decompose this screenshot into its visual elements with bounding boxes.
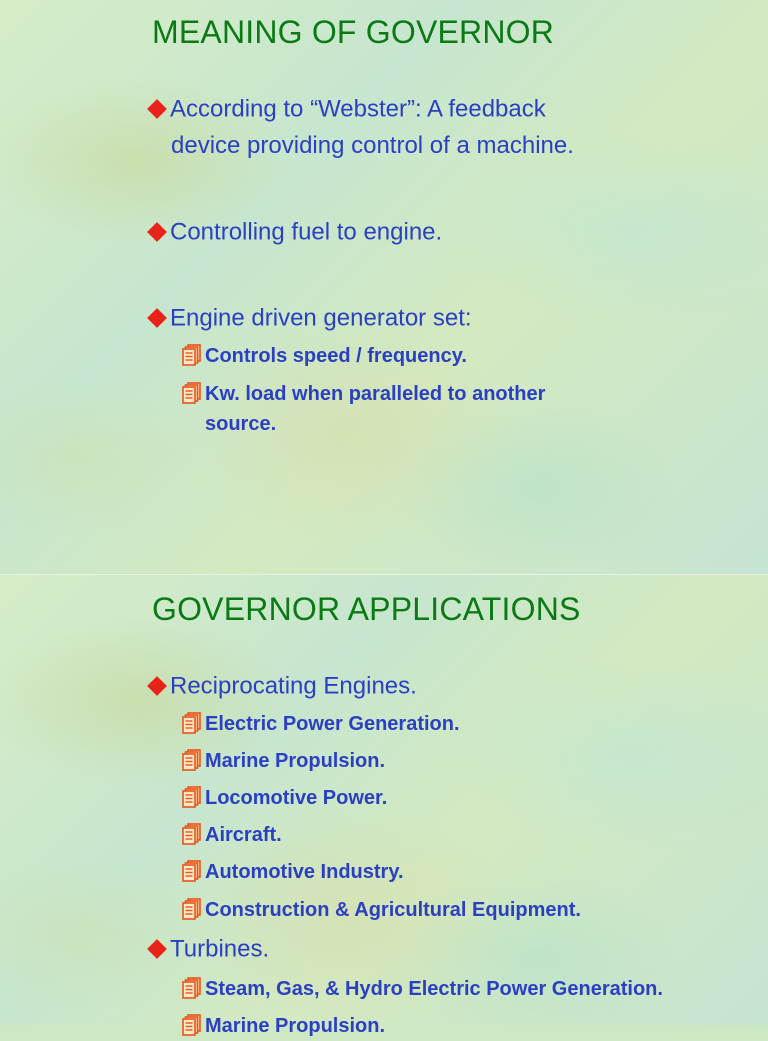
sub-bullet-item: Controls speed / frequency. xyxy=(182,341,467,371)
sub-bullet-item: Locomotive Power. xyxy=(182,783,387,813)
bullet-item: Reciprocating Engines. xyxy=(146,668,417,705)
sub-bullet-item: Marine Propulsion. xyxy=(182,746,385,776)
book-icon xyxy=(182,382,202,404)
sub-bullet-item: Automotive Industry. xyxy=(182,857,404,887)
book-icon xyxy=(182,749,202,771)
book-icon xyxy=(182,898,202,920)
slide-title: MEANING OF GOVERNOR xyxy=(152,14,555,50)
diamond-icon xyxy=(147,939,167,959)
book-icon xyxy=(182,344,202,366)
sub-bullet-item: Aircraft. xyxy=(182,820,282,850)
book-icon xyxy=(182,977,202,999)
bullet-item: Controlling fuel to engine. xyxy=(146,214,442,251)
sub-bullet-item: Steam, Gas, & Hydro Electric Power Generation. xyxy=(182,974,663,1004)
book-icon xyxy=(182,786,202,808)
diamond-icon xyxy=(147,222,167,242)
bullet-item: Engine driven generator set: xyxy=(146,300,472,337)
diamond-icon xyxy=(147,308,167,328)
diamond-icon xyxy=(147,99,167,119)
book-icon xyxy=(182,712,202,734)
diamond-icon xyxy=(147,676,167,696)
book-icon xyxy=(182,823,202,845)
sub-bullet-item: Electric Power Generation. xyxy=(182,709,460,739)
slide-governor-applications xyxy=(0,574,768,1037)
sub-bullet-item: Marine Propulsion. xyxy=(182,1011,385,1041)
bullet-item: Turbines. xyxy=(146,931,269,968)
book-icon xyxy=(182,860,202,882)
bullet-item: According to “Webster”: A feedback device providing control of a machine. xyxy=(146,91,574,164)
book-icon xyxy=(182,1014,202,1036)
sub-bullet-item: Construction & Agricultural Equipment. xyxy=(182,895,581,925)
slide-title: GOVERNOR APPLICATIONS xyxy=(152,591,581,627)
sub-bullet-item: Kw. load when paralleled to another source. xyxy=(182,379,545,439)
